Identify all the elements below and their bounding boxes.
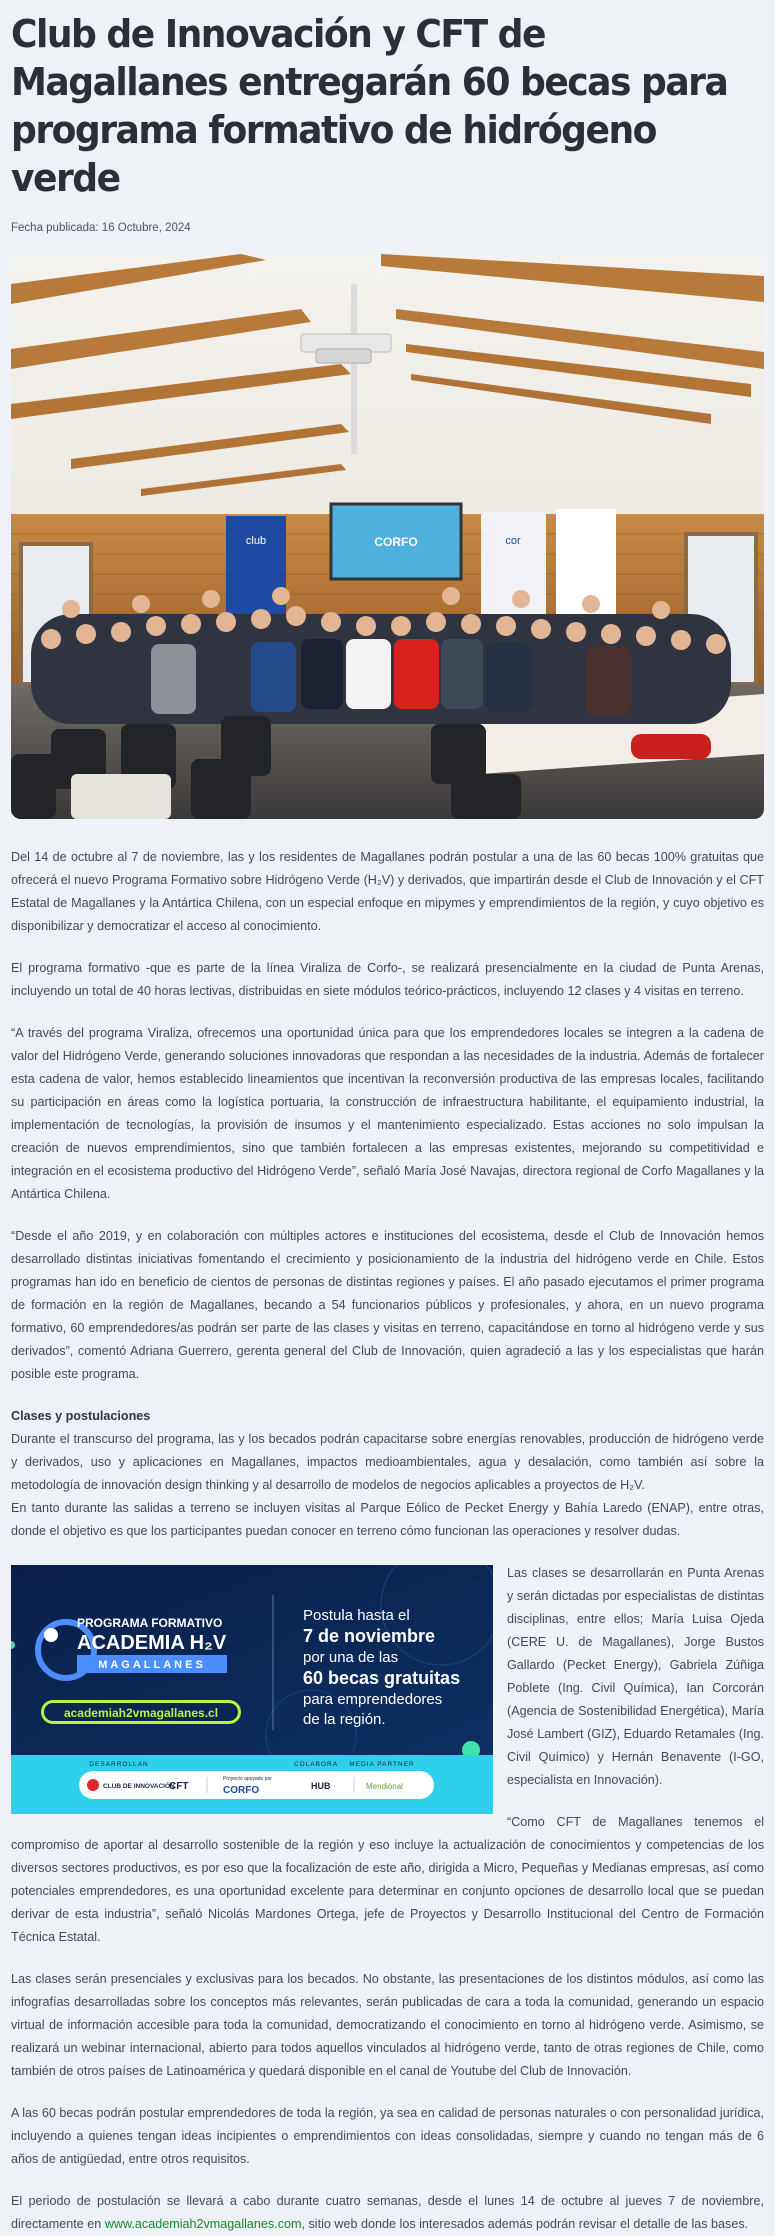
banner-logo-mendional: Mendiónal — [366, 1782, 403, 1791]
paragraph-classes: Las clases serán presenciales y exclusivas para los becados. No obstante, las presentaciones de los distintos módulos, así como las infografías desarrolladas sobre los conceptos más relevantes, serán publicadas de cara a toda la comunidad, generando un espacio virtual de información accesible para toda la comunidad, democratizando el conocimiento en torno al hidrógeno verde. Asimismo, se realizará un webinar internacional, abierto para todos aquellos vinculados al hidrógeno verde, tanto de otras regiones de Chile, como también de otros países de Latinoamérica y quedará disponible en el canal de Youtube del Club de Innovación. — [11, 1972, 764, 2078]
banner-line5: para emprendedores — [303, 1691, 443, 1708]
paragraph-quote-corfo: “A través del programa Viraliza, ofrecemos una oportunidad única para que los emprendedores locales se integren a la cadena de valor del Hidrógeno Verde, generando soluciones innovadoras que respondan a las necesidades de la industria. Además de fortalecer esta cadena de valor, hemos establecido lineamientos que incentivan la reconversión productiva de las empresas locales, facilitando su participación en áreas como la logística portuaria, la construcción de infraestructura habilitante, el equipamiento industrial, la implementación de tecnologías, la provisión de insumos y el mantenimiento especializado. Estas acciones no solo impulsan la creación de nuevos emprendimientos, sino que también fortalecen a las empresas existentes, mejorando su competitividad e integración en el ecosistema productivo del Hidrógeno Verde”, señaló María José Navajas, directora regional de Corfo Magallanes y la Antártica Chilena. — [11, 1026, 764, 1201]
paragraph-program: El programa formativo -que es parte de la línea Viraliza de Corfo-, se realizará presencialmente en la ciudad de Punta Arenas, incluyendo un total de 40 horas lectivas, distribuidas en siete módulos teórico-prácticos, incluyendo 12 clases y 4 visitas en terreno. — [11, 961, 764, 998]
banner-line6: de la región. — [303, 1711, 386, 1728]
banner-logo-corfo: CORFO — [223, 1785, 260, 1796]
paragraph-teachers: Las clases se desarrollarán en Punta Arenas y serán dictadas por especialistas de distintas disciplinas, entre ellos; María Luisa Ojeda (CERE U. de Magallanes), Jorge Bustos Gallardo (Pecket Energy), Gabriela Zúñiga Poblete (Ing. Civil Química), Ian Corcorán (Agencia de Sostenibilidad Energética), María José Lambert (GIZ), Eduardo Retamales (Ing. Civil Químico) y Hernán Benavente (I-GO, especialista en Innovación). — [507, 1566, 764, 1787]
paragraph-field-visits: En tanto durante las salidas a terreno se incluyen visitas al Parque Eólico de Pecket Energy y Bahía Laredo (ENAP), entre otras, donde el objetivo es que los participantes puedan conocer en terreno cómo funcionan las operaciones y resolver dudas. — [11, 1501, 764, 1538]
banner-line4: 60 becas gratuitas — [303, 1668, 461, 1688]
banner-line3: por una de las — [303, 1649, 399, 1666]
banner-logo-hub: HUB — [311, 1781, 331, 1791]
section-heading: Clases y postulaciones — [11, 1409, 151, 1423]
club-innovacion-logo-icon — [87, 1779, 99, 1791]
article-title: Club de Innovación y CFT de Magallanes entregarán 60 becas para programa formativo de hidrógeno verde — [11, 12, 728, 200]
group-photo-illustration — [11, 254, 764, 819]
application-text-end: , sitio web donde los interesados además podrán revisar el detalle de las bases. — [301, 2217, 749, 2231]
paragraph-intro: Del 14 de octubre al 7 de noviembre, las y los residentes de Magallanes podrán postular a una de las 60 becas 100% gratuitas que ofrecerá el nuevo Programa Formativo sobre Hidrógeno Verde (H₂V) y derivados, que impartirán desde el Club de Innovación y el CFT Estatal de Magallanes y la Antártica Chilena, con un especial enfoque en mipymes y emprendimientos de la región, y cuyo objetivo es disponibilizar y democratizar el acceso al conocimiento. — [11, 850, 764, 933]
publish-date-value: 16 Octubre, 2024 — [101, 222, 191, 234]
publish-date — [11, 222, 764, 234]
rollup-right-text: cor — [505, 535, 521, 547]
article-body — [11, 846, 764, 2236]
banner-url: academiah2vmagallanes.cl — [63, 1706, 219, 1720]
paragraph-application-period — [11, 2190, 764, 2236]
banner-kicker: PROGRAMA FORMATIVO — [77, 1616, 223, 1630]
rollup-left-text: club — [245, 535, 267, 547]
banner-colabora-label: COLABORA — [293, 1761, 339, 1768]
banner-logo-corfo-caption: Proyecto apoyado por — [223, 1776, 272, 1782]
banner-logo-club: CLUB DE INNOVACIÓN — [103, 1783, 175, 1790]
paragraph-quote-cft: “Como CFT de Magallanes tenemos el compromiso de aportar al desarrollo sostenible de la región y eso incluye la actualización de conocimientos y competencias de los diversos sectores productivos, es por eso que la focalización de este año, dirigida a Micro, Pequeñas y Medianas empresas, así como potenciales emprendedores, es una oportunidad excelente para determinar en conjunto opciones de desarrollo local que se puedan derivar de esta industria”, señaló Nicolás Mardones Ortega, jefe de Proyectos y Desarrollo Institucional del Centro de Formación Técnica Estatal. — [11, 1815, 764, 1944]
promo-banner — [11, 1565, 493, 1814]
banner-line2: 7 de noviembre — [303, 1626, 436, 1646]
banner-desarrollan-label: DESARROLLAN — [89, 1761, 149, 1768]
banner-line1: Postula hasta el — [303, 1607, 410, 1624]
banner-region: MAGALLANES — [98, 1659, 206, 1671]
banner-logo-cft: CFT — [169, 1781, 189, 1792]
academy-website-link[interactable]: www.academiah2vmagallanes.com — [104, 2217, 302, 2231]
hero-photo — [11, 254, 764, 819]
paragraph-eligibility: A las 60 becas podrán postular emprendedores de toda la región, ya sea en calidad de personas naturales o con personalidad jurídica, incluyendo a quienes tengan ideas incipientes o emprendimientos con ideas consolidadas, siempre y cuando no tengan más de 6 años de antigüedad, entre otros requisitos. — [11, 2106, 764, 2166]
screen-brand-text: CORFO — [374, 535, 418, 549]
paragraph-topics: Durante el transcurso del programa, las y los becados podrán capacitarse sobre energías renovables, producción de hidrógeno verde y derivados, uso y aplicaciones en Magallanes, impactos medioambientales, agua y desalación, como también así sobre la metodología de innovación design thinking y al desarrollo de modelos de negocios aplicables a proyectos de H₂V. — [11, 1432, 764, 1492]
paragraph-quote-club: “Desde el año 2019, y en colaboración con múltiples actores e instituciones del ecosistema, desde el Club de Innovación hemos desarrollado distintas iniciativas fomentando el crecimiento y posicionamiento de la industria del hidrógeno verde en Chile. Estos programas han ido en beneficio de cientos de personas de distintas regiones y países. El año pasado ejecutamos el primer programa de formación en la región de Magallanes, becando a 54 funcionarios públicos y profesionales, y ahora, en un nuevo programa formativo, 60 emprendedores/as podrán ser parte de las clases y visitas en terreno, capacitándose en torno al hidrógeno verde y sus derivados”, comentó Adriana Guerrero, gerenta general del Club de Innovación, quien agradeció a las y los especialistas que harán posible este programa. — [11, 1229, 764, 1381]
promo-banner-graphic — [11, 1565, 493, 1814]
banner-media-partner-label: MEDIA PARTNER — [349, 1761, 415, 1768]
banner-title: ACADEMIA H₂V — [77, 1632, 227, 1654]
application-text-start: El periodo de postulación se llevará a cabo durante cuatro semanas, desde el lunes 14 de octubre al jueves 7 de noviembre, directamente en — [11, 2194, 764, 2231]
publish-date-label: Fecha publicada: — [11, 222, 102, 234]
